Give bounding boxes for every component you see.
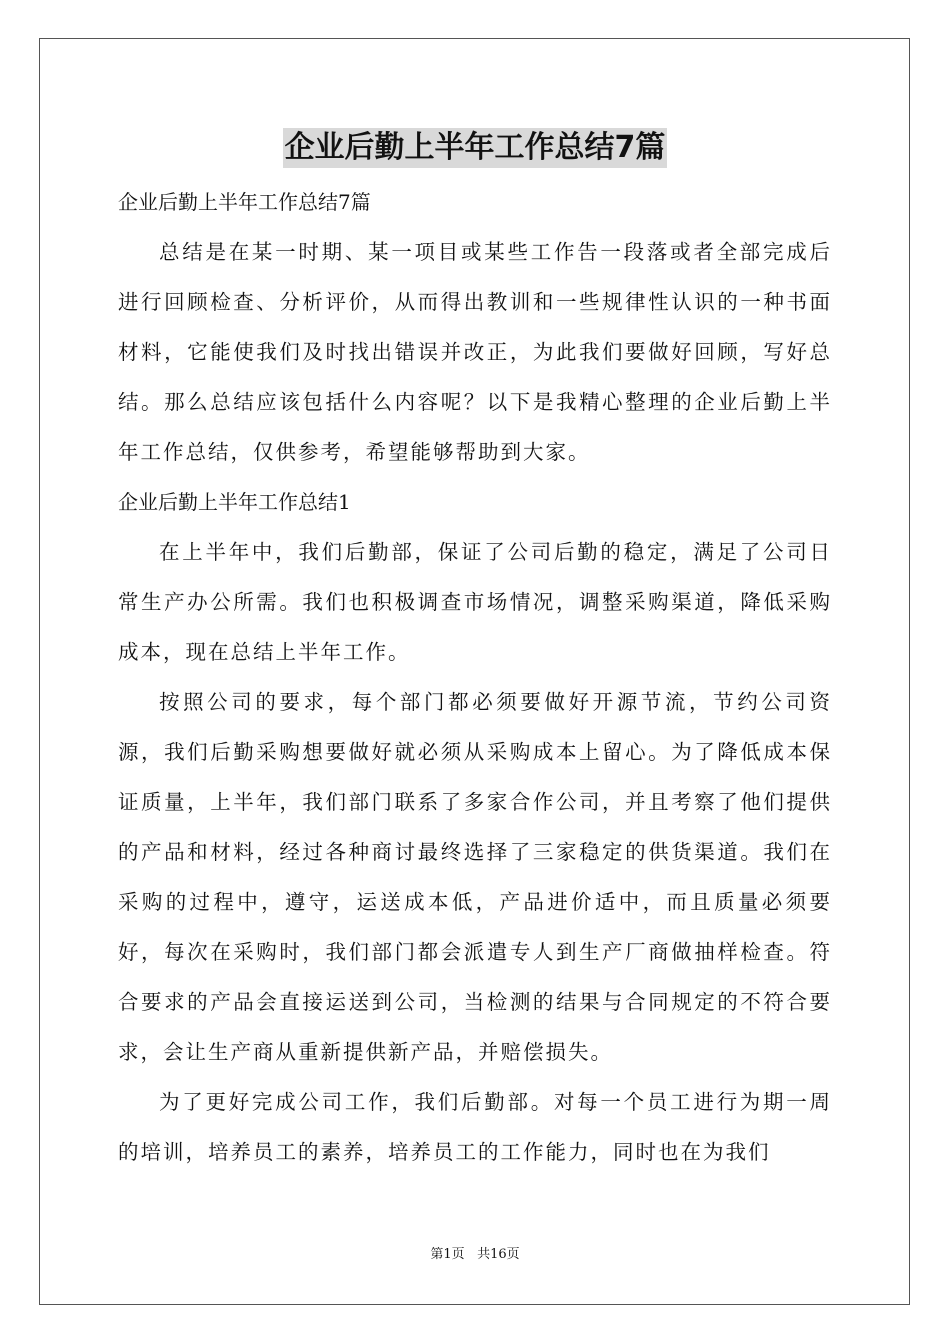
- document-title: 企业后勤上半年工作总结7篇: [283, 128, 668, 168]
- section-heading: 企业后勤上半年工作总结1: [118, 490, 351, 514]
- title-container: [0, 128, 950, 168]
- section-paragraph: 按照公司的要求，每个部门都必须要做好开源节流，节约公司资源，我们后勤采购想要做好就必须从采购成本上留心。为了降低成本保证质量，上半年，我们部门联系了多家合作公司，并且考察了他们提供的产品和材料，经过各种商讨最终选择了三家稳定的供货渠道。我们在采购的过程中，遵守，运送成本低，产品进价适中，而且质量必须要好，每次在采购时，我们部门都会派遣专人到生产厂商做抽样检查。符合要求的产品会直接运送到公司，当检测的结果与合同规定的不符合要求，会让生产商从重新提供新产品，并赔偿损失。: [118, 690, 832, 1064]
- document-subtitle: 企业后勤上半年工作总结7篇: [118, 190, 371, 214]
- page-number: 第1页: [430, 1247, 465, 1262]
- page-total: 共16页: [477, 1247, 520, 1262]
- section-paragraph: 在上半年中，我们后勤部，保证了公司后勤的稳定，满足了公司日常生产办公所需。我们也积极调查市场情况，调整采购渠道，降低采购成本，现在总结上半年工作。: [118, 540, 832, 664]
- section-paragraph: 为了更好完成公司工作，我们后勤部。对每一个员工进行为期一周的培训，培养员工的素养，培养员工的工作能力，同时也在为我们: [118, 1090, 832, 1164]
- page-footer: [0, 1245, 950, 1265]
- intro-paragraph: 总结是在某一时期、某一项目或某些工作告一段落或者全部完成后进行回顾检查、分析评价，从而得出教训和一些规律性认识的一种书面材料，它能使我们及时找出错误并改正，为此我们要做好回顾，写好总结。那么总结应该包括什么内容呢？以下是我精心整理的企业后勤上半年工作总结，仅供参考，希望能够帮助到大家。: [118, 240, 832, 464]
- document-body: [118, 177, 832, 1177]
